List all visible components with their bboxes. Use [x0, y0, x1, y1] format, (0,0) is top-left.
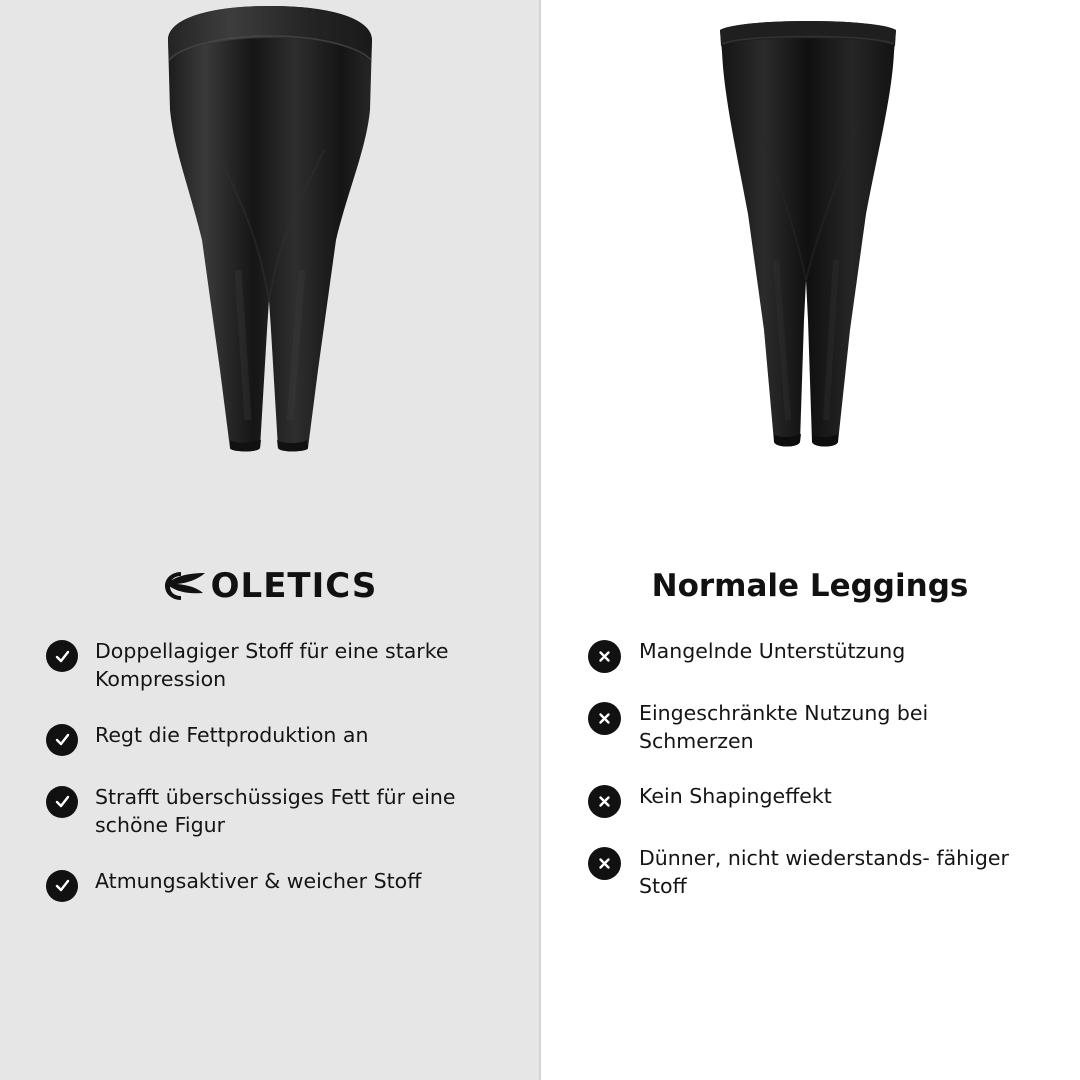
feature-item	[46, 722, 510, 756]
cross-icon	[588, 702, 621, 735]
cross-icon	[588, 847, 621, 880]
feature-item	[588, 638, 1056, 673]
feature-text: Mangelnde Unterstützung	[639, 639, 906, 663]
feature-text: Eingeschränkte Nutzung bei Schmerzen	[639, 701, 929, 753]
feature-item	[588, 700, 1056, 756]
check-icon	[46, 724, 78, 756]
brand-name: OLETICS	[210, 566, 378, 606]
normal-leggings-image	[540, 0, 1080, 550]
check-icon	[46, 870, 78, 902]
feature-item	[46, 784, 510, 840]
feature-item	[46, 638, 510, 694]
oletics-feature-list	[0, 638, 540, 930]
plain-leggings-graphic	[680, 0, 940, 470]
feature-text: Strafft überschüssiges Fett für eine schöne Figur	[95, 784, 456, 837]
feature-text: Regt die Fettproduktion an	[95, 722, 369, 747]
oletics-leggings-image	[0, 0, 540, 550]
check-icon	[46, 640, 78, 672]
feature-text: Doppellagiger Stoff für eine starke Kompression	[95, 639, 449, 691]
high-waist-leggings-graphic	[130, 0, 410, 470]
normal-leggings-title: Normale Leggings	[651, 567, 969, 604]
check-icon	[46, 786, 78, 818]
feature-item	[588, 783, 1056, 818]
cross-icon	[588, 640, 621, 673]
wing-logo-icon	[163, 570, 209, 602]
normal-leggings-feature-list	[540, 638, 1080, 928]
feature-text: Dünner, nicht wiederstands- fähiger Stoff	[639, 845, 1009, 898]
cross-icon	[588, 785, 621, 818]
brand-heading	[0, 556, 540, 616]
panel-normal-leggings	[540, 0, 1080, 1080]
feature-text: Atmungsaktiver & weicher Stoff	[95, 868, 422, 893]
feature-item	[588, 845, 1056, 901]
feature-text: Kein Shapingeffekt	[639, 783, 832, 808]
panel-divider	[539, 0, 541, 1080]
feature-item	[46, 868, 510, 902]
comparison-title	[540, 556, 1080, 616]
